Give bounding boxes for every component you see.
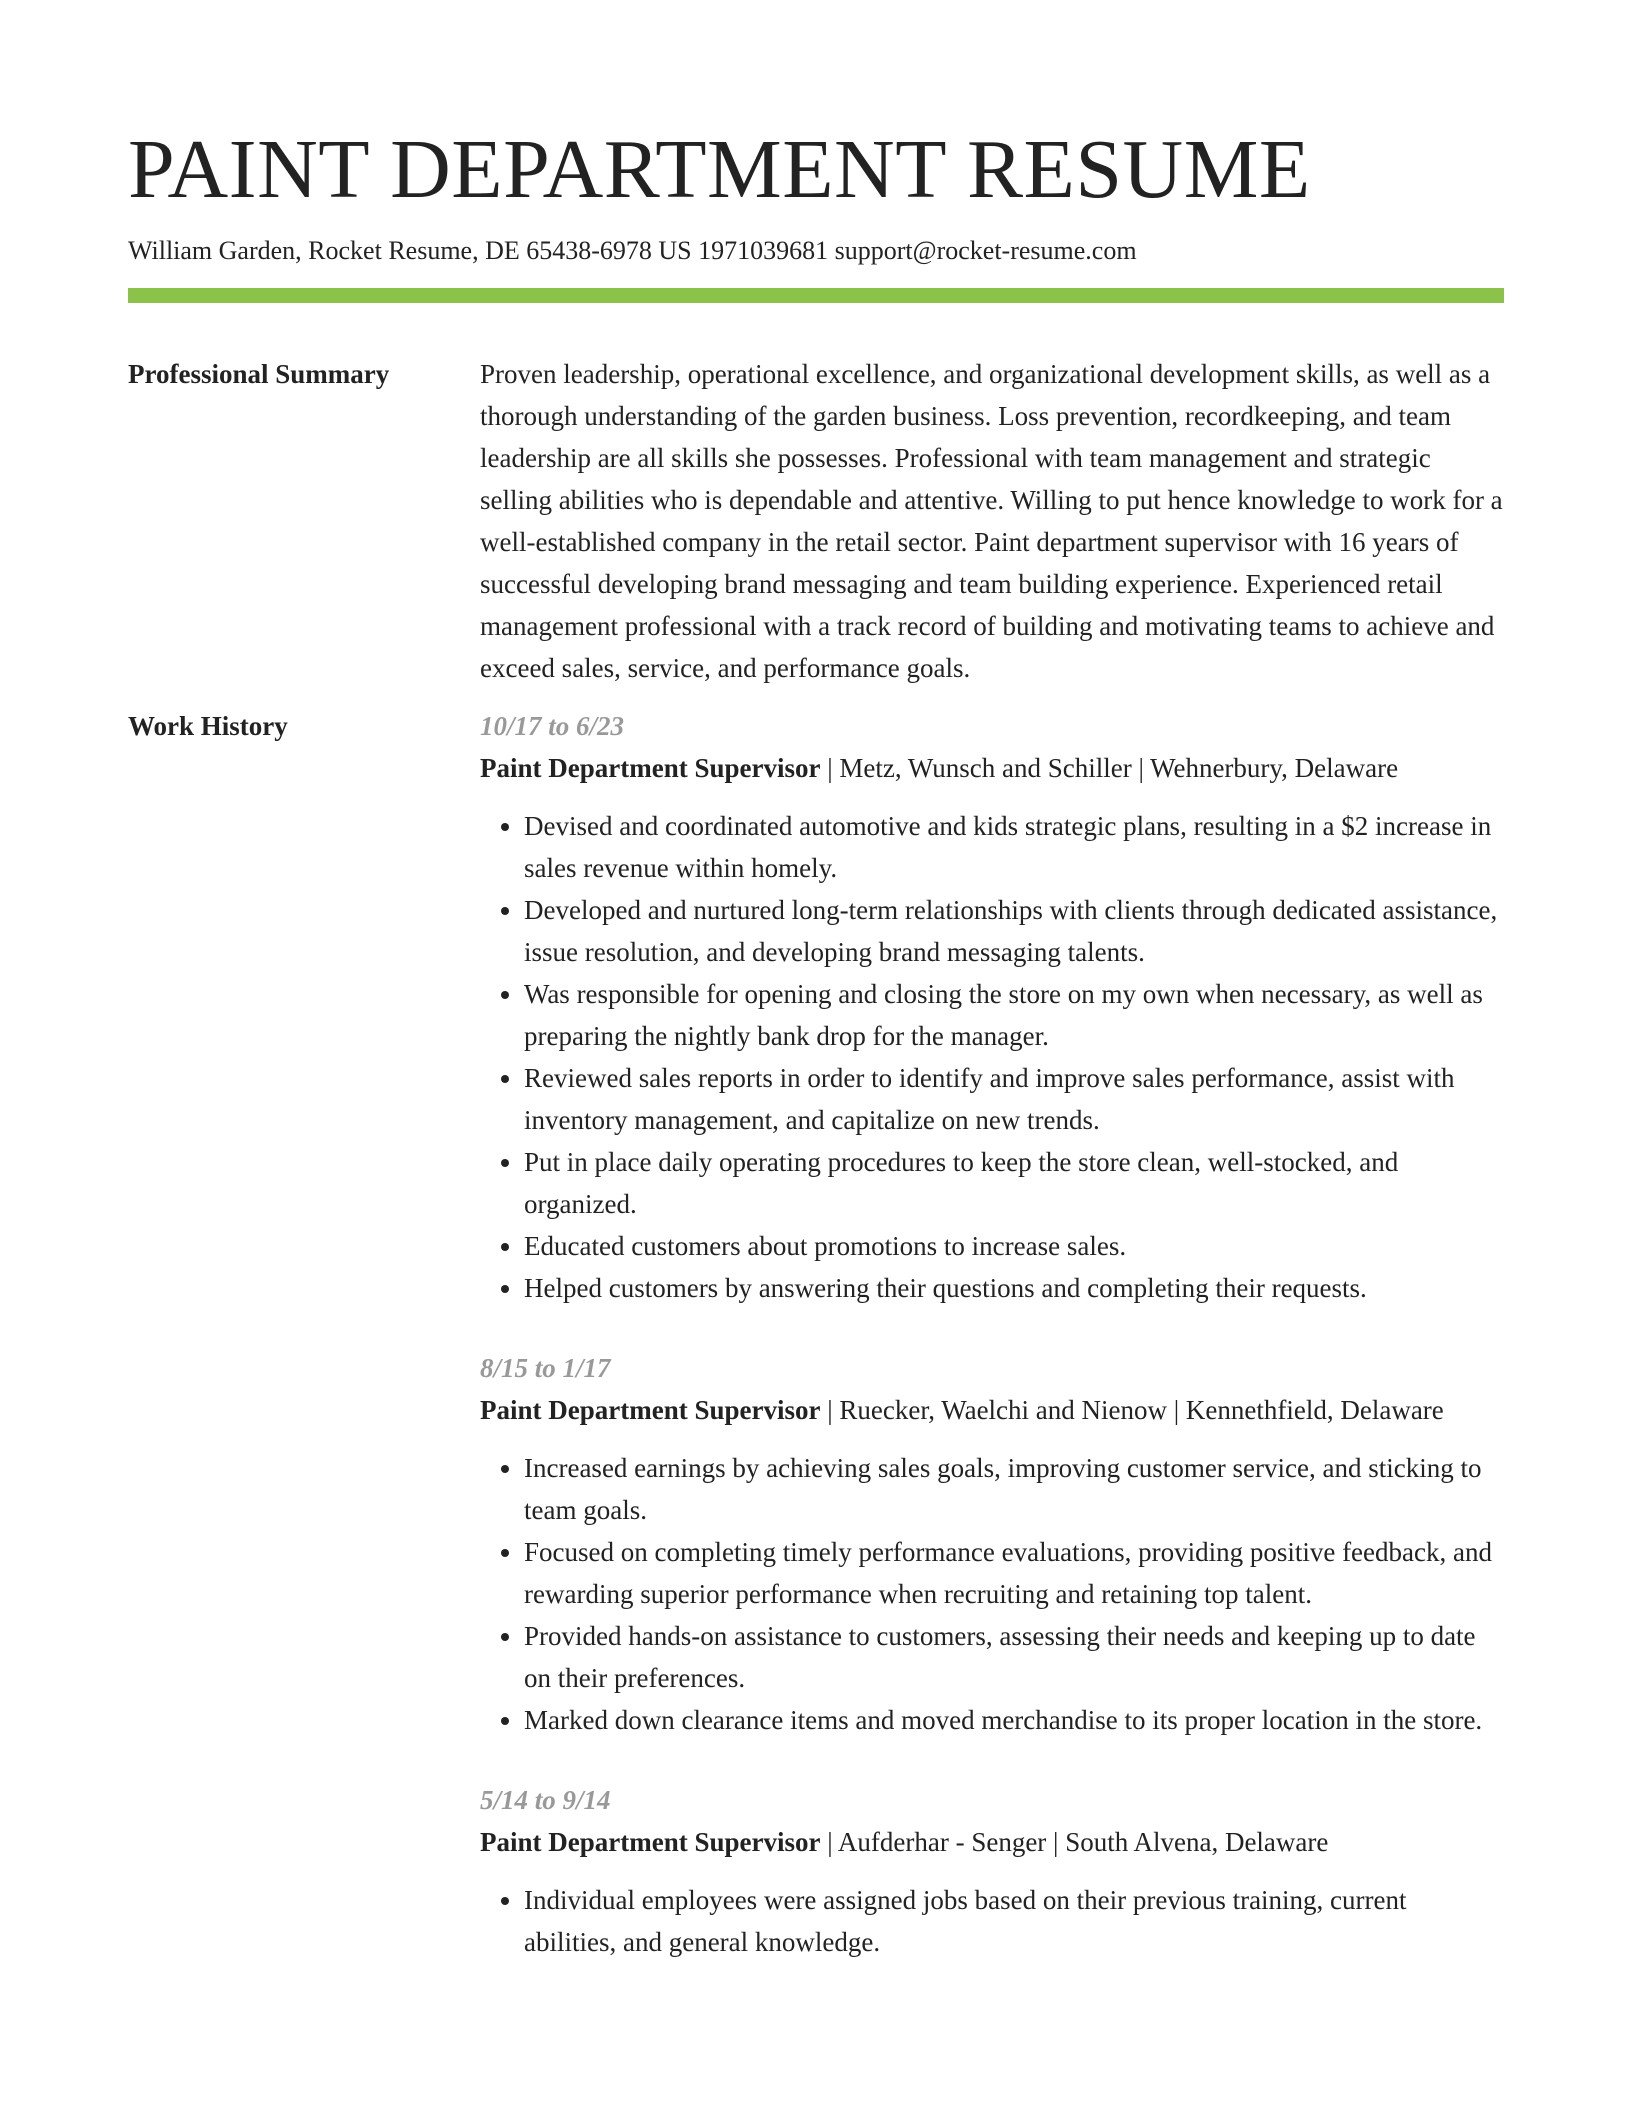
job-title-line bbox=[480, 747, 1504, 789]
job-title: Paint Department Supervisor bbox=[480, 1827, 821, 1857]
bullet-item: • Reviewed sales reports in order to identify and improve sales performance, assist with inventory management, and capitalize on new trends. bbox=[524, 1057, 1504, 1141]
bullet-item: • Developed and nurtured long-term relationships with clients through dedicated assistance, issue resolution, and developing brand messaging talents. bbox=[524, 889, 1504, 973]
work-history-list bbox=[480, 705, 1504, 2001]
job-title-line bbox=[480, 1389, 1504, 1431]
bullet-item: • Individual employees were assigned jobs based on their previous training, current abilities, and general knowledge. bbox=[524, 1879, 1504, 1963]
job-title: Paint Department Supervisor bbox=[480, 1395, 821, 1425]
job-entry bbox=[480, 1779, 1504, 1963]
resume-page bbox=[128, 0, 1504, 2001]
job-title: Paint Department Supervisor bbox=[480, 753, 821, 783]
contact-line: William Garden, Rocket Resume, DE 65438-6978 US 1971039681 support@rocket-resume.com bbox=[128, 236, 1137, 265]
job-bullets bbox=[480, 805, 1504, 1309]
bullet-item: • Increased earnings by achieving sales goals, improving customer service, and sticking to team goals. bbox=[524, 1447, 1504, 1531]
bullet-item: • Provided hands-on assistance to customers, assessing their needs and keeping up to date on their preferences. bbox=[524, 1615, 1504, 1699]
job-entry bbox=[480, 705, 1504, 1309]
bullet-item: • Focused on completing timely performance evaluations, providing positive feedback, and rewarding superior performance when recruiting and retaining top talent. bbox=[524, 1531, 1504, 1615]
summary-text: Proven leadership, operational excellence, and organizational development skills, as well as a thorough understanding of the garden business. Loss prevention, recordkeeping, and team leadership are all skills she possesses. Professional with team management and strategic selling abilities who is dependable and attentive. Willing to put hence knowledge to work for a well-established company in the retail sector. Paint department supervisor with 16 years of successful developing brand messaging and team building experience. Experienced retail management professional with a track record of building and motivating teams to achieve and exceed sales, service, and performance goals. bbox=[480, 359, 1503, 683]
bullet-item: • Helped customers by answering their questions and completing their requests. bbox=[524, 1267, 1504, 1309]
summary-section bbox=[128, 353, 1504, 689]
bullet-item: • Devised and coordinated automotive and kids strategic plans, resulting in a $2 increase in sales revenue within homely. bbox=[524, 805, 1504, 889]
job-dates: 8/15 to 1/17 bbox=[480, 1353, 611, 1383]
summary-heading: Professional Summary bbox=[128, 359, 390, 389]
bullet-item: • Was responsible for opening and closing the store on my own when necessary, as well as preparing the nightly bank drop for the manager. bbox=[524, 973, 1504, 1057]
job-bullets bbox=[480, 1447, 1504, 1741]
job-bullets bbox=[480, 1879, 1504, 1963]
accent-divider bbox=[128, 288, 1504, 303]
job-dates: 10/17 to 6/23 bbox=[480, 711, 625, 741]
job-entry bbox=[480, 1347, 1504, 1741]
bullet-item: • Put in place daily operating procedures to keep the store clean, well-stocked, and organized. bbox=[524, 1141, 1504, 1225]
job-company-location: | Aufderhar - Senger | South Alvena, Delaware bbox=[820, 1827, 1329, 1857]
bullet-item: • Educated customers about promotions to increase sales. bbox=[524, 1225, 1504, 1267]
job-title-line bbox=[480, 1821, 1504, 1863]
bullet-item: • Marked down clearance items and moved merchandise to its proper location in the store. bbox=[524, 1699, 1504, 1741]
work-history-heading: Work History bbox=[128, 711, 288, 741]
job-company-location: | Metz, Wunsch and Schiller | Wehnerbury, Delaware bbox=[820, 753, 1399, 783]
page-title: PAINT DEPARTMENT RESUME bbox=[128, 123, 1311, 216]
job-dates: 5/14 to 9/14 bbox=[480, 1785, 611, 1815]
work-history-section bbox=[128, 705, 1504, 2001]
job-company-location: | Ruecker, Waelchi and Nienow | Kennethfield, Delaware bbox=[820, 1395, 1444, 1425]
